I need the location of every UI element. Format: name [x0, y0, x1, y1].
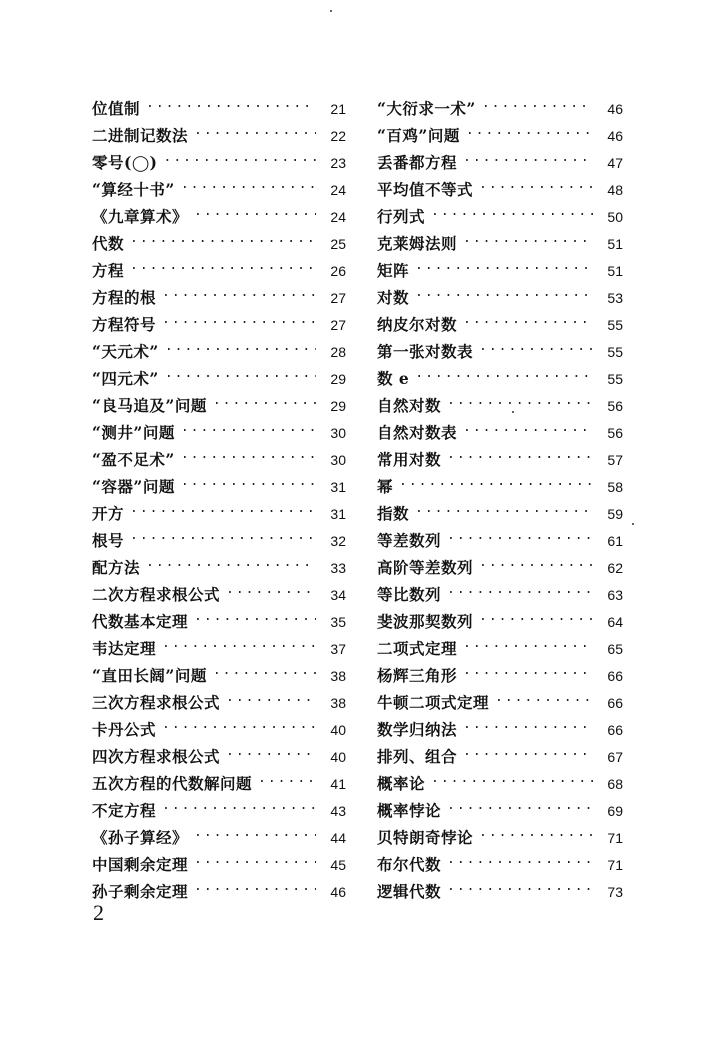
toc-entry-page: 71: [607, 857, 623, 873]
toc-leader-dots: [463, 141, 593, 168]
toc-leader-dots: [447, 573, 593, 600]
toc-leader-dots: [447, 519, 593, 546]
toc-entry: [92, 276, 346, 307]
toc-leader-dots: [181, 411, 316, 438]
toc-leader-dots: [162, 303, 316, 330]
toc-leader-dots: [399, 465, 593, 492]
toc-entry-title: 第一张对数表: [377, 342, 474, 361]
toc-entry-page: 50: [607, 209, 623, 225]
toc-leader-dots: [495, 681, 593, 708]
toc-entry-page: 30: [330, 452, 346, 468]
toc-entry-title: “大衍求一术”: [377, 99, 476, 118]
toc-entry-title: “天元术”: [92, 342, 159, 361]
toc-leader-dots: [415, 492, 593, 519]
toc-leader-dots: [463, 708, 593, 735]
toc-entry-title: 概率论: [377, 774, 426, 793]
toc-entry-title: 三次方程求根公式: [92, 693, 221, 712]
toc-entry-page: 38: [330, 668, 346, 684]
toc-entry-title: “直田长阔”问题: [92, 666, 207, 685]
toc-entry-title: “容器”问题: [92, 477, 175, 496]
toc-entry-title: 数学归纳法: [377, 720, 458, 739]
toc-entry-page: 64: [607, 614, 623, 630]
toc-entry-page: 58: [607, 479, 623, 495]
toc-entry-page: 71: [607, 830, 623, 846]
toc-leader-dots: [162, 708, 316, 735]
toc-entry-title: 零号(◯): [92, 153, 158, 172]
toc-leader-dots: [415, 249, 593, 276]
toc-entry-title: 纳皮尔对数: [377, 315, 458, 334]
toc-entry-page: 61: [607, 533, 623, 549]
toc-entry: [92, 222, 346, 253]
toc-entry-page: 55: [607, 371, 623, 387]
toc-entry-page: 29: [330, 371, 346, 387]
toc-entry-title: 行列式: [377, 207, 426, 226]
toc-entry-title: 幂: [377, 477, 394, 496]
toc-entry: [377, 276, 623, 307]
toc-entry-page: 65: [607, 641, 623, 657]
toc-leader-dots: [146, 87, 316, 114]
toc-entry-page: 31: [330, 479, 346, 495]
toc-leader-dots: [162, 789, 316, 816]
toc-entry-page: 66: [607, 722, 623, 738]
toc-entry-page: 55: [607, 317, 623, 333]
toc-leader-dots: [479, 168, 593, 195]
toc-entry-title: 对数: [377, 288, 410, 307]
toc-entry-title: “测井”问题: [92, 423, 175, 442]
toc-entry: [377, 87, 623, 118]
toc-leader-dots: [479, 816, 593, 843]
toc-leader-dots: [466, 114, 593, 141]
toc-leader-dots: [482, 87, 593, 114]
toc-entry-page: 22: [330, 128, 346, 144]
toc-leader-dots: [463, 222, 593, 249]
toc-leader-dots: [213, 654, 316, 681]
toc-leader-dots: [447, 789, 593, 816]
toc-entry-title: 贝特朗奇悖论: [377, 828, 474, 847]
toc-leader-dots: [194, 600, 316, 627]
toc-leader-dots: [415, 357, 593, 384]
page-number: 2: [93, 900, 104, 925]
toc-entry-title: 位值制: [92, 99, 141, 118]
toc-leader-dots: [226, 735, 316, 762]
toc-entry-title: 等差数列: [377, 531, 442, 550]
toc-leader-dots: [415, 276, 593, 303]
toc-entry-page: 41: [330, 776, 346, 792]
toc-entry-title: 不定方程: [92, 801, 157, 820]
toc-entry-page: 44: [330, 830, 346, 846]
toc-leader-dots: [463, 303, 593, 330]
toc-entry-page: 62: [607, 560, 623, 576]
toc-entry: [92, 249, 346, 280]
toc-entry-title: 《九章算术》: [92, 207, 189, 226]
toc-entry: [377, 465, 623, 496]
toc-entry-title: 代数: [92, 234, 125, 253]
toc-leader-dots: [463, 735, 593, 762]
toc-leader-dots: [194, 816, 316, 843]
toc-entry-page: 53: [607, 290, 623, 306]
toc-entry-page: 26: [330, 263, 346, 279]
toc-leader-dots: [447, 384, 593, 411]
toc-entry-title: 克莱姆法则: [377, 234, 458, 253]
toc-leader-dots: [479, 546, 593, 573]
toc-leader-dots: [431, 195, 593, 222]
toc-entry-page: 55: [607, 344, 623, 360]
toc-entry-page: 43: [330, 803, 346, 819]
toc-entry-page: 27: [330, 317, 346, 333]
toc-entry-page: 69: [607, 803, 623, 819]
toc-entry-page: 46: [607, 101, 623, 117]
toc-entry-page: 34: [330, 587, 346, 603]
toc-entry-title: 排列、组合: [377, 747, 458, 766]
toc-leader-dots: [447, 438, 593, 465]
toc-entry-page: 25: [330, 236, 346, 252]
toc-entry-title: 二进制记数法: [92, 126, 189, 145]
toc-entry-title: 牛顿二项式定理: [377, 693, 490, 712]
toc-entry-title: 二项式定理: [377, 639, 458, 658]
scan-speck: [632, 523, 634, 525]
toc-leader-dots: [181, 438, 316, 465]
toc-entry-title: “算经十书”: [92, 180, 175, 199]
toc-entry-page: 33: [330, 560, 346, 576]
toc-entry-page: 32: [330, 533, 346, 549]
toc-entry-page: 38: [330, 695, 346, 711]
toc-entry-page: 23: [330, 155, 346, 171]
toc-entry-title: 《孙子算经》: [92, 828, 189, 847]
toc-entry-title: 自然对数: [377, 396, 442, 415]
toc-leader-dots: [194, 114, 316, 141]
toc-entry-page: 48: [607, 182, 623, 198]
toc-entry-title: “盈不足术”: [92, 450, 175, 469]
toc-entry: [92, 492, 346, 523]
toc-leader-dots: [164, 141, 316, 168]
toc-entry: [377, 492, 623, 523]
toc-entry-title: 四次方程求根公式: [92, 747, 221, 766]
toc-entry-title: 数 e: [377, 369, 410, 388]
toc-entry-page: 24: [330, 209, 346, 225]
toc-entry-title: 常用对数: [377, 450, 442, 469]
toc-entry-page: 24: [330, 182, 346, 198]
toc-entry-title: 方程符号: [92, 315, 157, 334]
toc-entry-title: 平均值不等式: [377, 180, 474, 199]
toc-leader-dots: [447, 843, 593, 870]
toc-entry-title: 斐波那契数列: [377, 612, 474, 631]
toc-entry-title: 开方: [92, 504, 125, 523]
toc-leader-dots: [165, 330, 316, 357]
toc-entry-page: 27: [330, 290, 346, 306]
toc-entry-page: 28: [330, 344, 346, 360]
toc-leader-dots: [162, 627, 316, 654]
toc-entry-title: 逻辑代数: [377, 882, 442, 901]
toc-entry-title: “百鸡”问题: [377, 126, 460, 145]
toc-entry-page: 51: [607, 263, 623, 279]
toc-entry-title: 中国剩余定理: [92, 855, 189, 874]
toc-leader-dots: [130, 492, 316, 519]
toc-entry-title: 等比数列: [377, 585, 442, 604]
toc-entry-title: “四元术”: [92, 369, 159, 388]
toc-entry: [377, 384, 623, 415]
toc-entry-page: 68: [607, 776, 623, 792]
toc-entry: [92, 87, 346, 118]
toc-entry: [377, 519, 623, 550]
toc-leader-dots: [130, 222, 316, 249]
toc-entry-page: 67: [607, 749, 623, 765]
toc-entry-page: 57: [607, 452, 623, 468]
toc-entry-title: 代数基本定理: [92, 612, 189, 631]
toc-right-column: [377, 87, 623, 901]
toc-leader-dots: [463, 627, 593, 654]
toc-leader-dots: [146, 546, 316, 573]
toc-entry-page: 37: [330, 641, 346, 657]
toc-entry: [377, 303, 623, 334]
toc-leader-dots: [226, 573, 316, 600]
toc-entry-title: 高阶等差数列: [377, 558, 474, 577]
toc-entry-title: 布尔代数: [377, 855, 442, 874]
toc-entry-page: 51: [607, 236, 623, 252]
toc-leader-dots: [479, 330, 593, 357]
toc-entry-page: 29: [330, 398, 346, 414]
toc-entry-page: 47: [607, 155, 623, 171]
toc-entry-title: 矩阵: [377, 261, 410, 280]
toc-entry-page: 73: [607, 884, 623, 900]
toc-entry-page: 56: [607, 425, 623, 441]
toc-leader-dots: [165, 357, 316, 384]
toc-leader-dots: [181, 465, 316, 492]
toc-entry-title: 根号: [92, 531, 125, 550]
toc-entry-page: 35: [330, 614, 346, 630]
toc-leader-dots: [431, 762, 593, 789]
toc-entry-title: 指数: [377, 504, 410, 523]
toc-leader-dots: [447, 870, 593, 897]
toc-leader-dots: [479, 600, 593, 627]
toc-entry-title: 丢番都方程: [377, 153, 458, 172]
toc-entry-title: 孙子剩余定理: [92, 882, 189, 901]
toc-entry-page: 46: [330, 884, 346, 900]
toc-entry-page: 46: [607, 128, 623, 144]
toc-leader-dots: [226, 681, 316, 708]
toc-entry-title: 配方法: [92, 558, 141, 577]
scan-speck: [330, 10, 332, 12]
toc-entry-title: 五次方程的代数解问题: [92, 774, 253, 793]
toc-entry-title: 方程: [92, 261, 125, 280]
toc-entry-page: 21: [330, 101, 346, 117]
toc-entry-title: 方程的根: [92, 288, 157, 307]
toc-entry-page: 59: [607, 506, 623, 522]
toc-leader-dots: [194, 843, 316, 870]
toc-leader-dots: [130, 249, 316, 276]
toc-leader-dots: [463, 654, 593, 681]
scan-speck: [512, 411, 514, 413]
toc-entry-page: 63: [607, 587, 623, 603]
toc-entry-title: 概率悖论: [377, 801, 442, 820]
toc-entry-page: 45: [330, 857, 346, 873]
toc-leader-dots: [194, 870, 316, 897]
toc-entry-page: 40: [330, 722, 346, 738]
toc-entry: [92, 519, 346, 550]
toc-entry-page: 66: [607, 695, 623, 711]
toc-entry-title: 二次方程求根公式: [92, 585, 221, 604]
toc-entry: [92, 546, 346, 577]
toc-leader-dots: [162, 276, 316, 303]
toc-entry-title: 韦达定理: [92, 639, 157, 658]
toc-entry-page: 31: [330, 506, 346, 522]
toc-leader-dots: [213, 384, 316, 411]
toc-entry-page: 66: [607, 668, 623, 684]
toc-leader-dots: [194, 195, 316, 222]
toc-entry-page: 56: [607, 398, 623, 414]
toc-entry-title: 杨辉三角形: [377, 666, 458, 685]
toc-entry-page: 40: [330, 749, 346, 765]
toc-entry-title: 自然对数表: [377, 423, 458, 442]
toc-leader-dots: [130, 519, 316, 546]
toc-leader-dots: [463, 411, 593, 438]
toc-entry-page: 30: [330, 425, 346, 441]
toc-left-column: [92, 87, 346, 901]
toc-entry-title: “良马追及”问题: [92, 396, 207, 415]
toc-entry-title: 卡丹公式: [92, 720, 157, 739]
toc-leader-dots: [258, 762, 316, 789]
toc-leader-dots: [181, 168, 316, 195]
